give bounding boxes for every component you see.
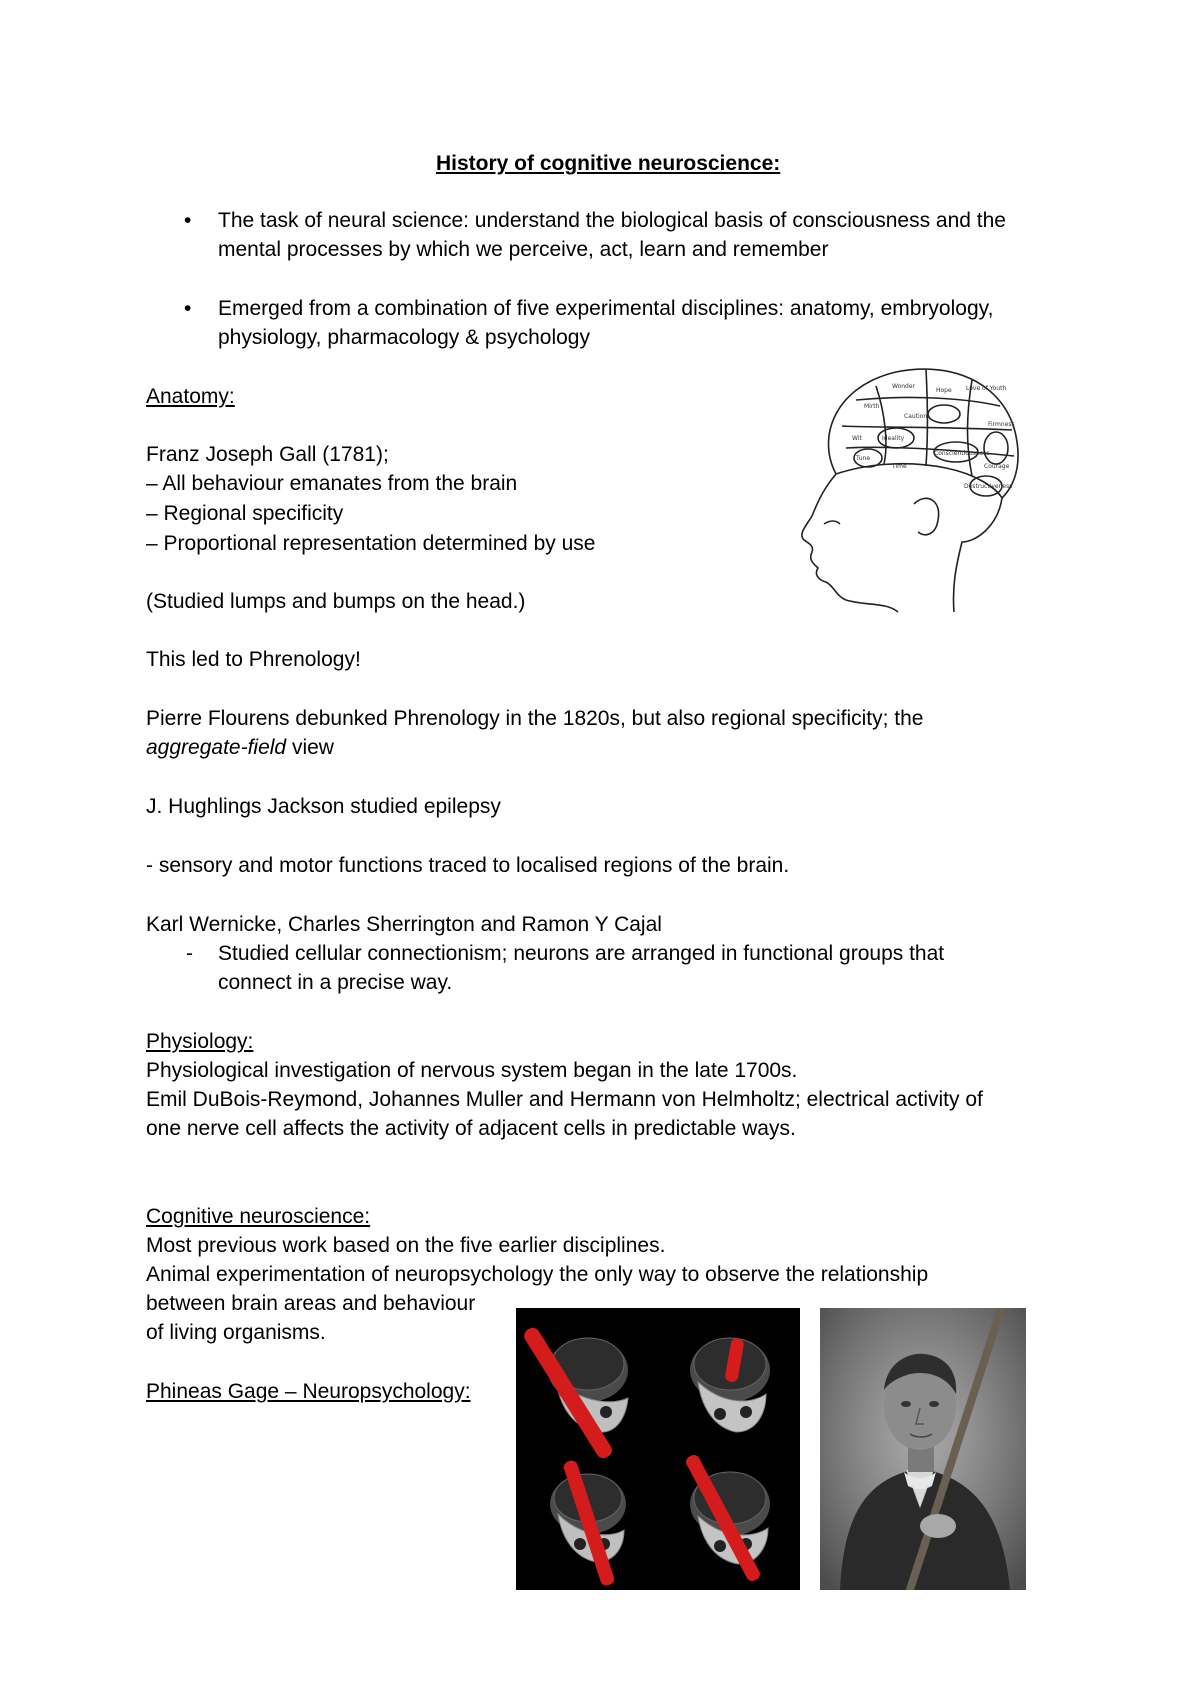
sensory-line: - sensory and motor functions traced to localised regions of the brain. xyxy=(146,854,790,877)
anatomy-heading: Anatomy: xyxy=(146,385,235,408)
phrenology-label: Wonder xyxy=(892,383,916,390)
anatomy-point: – All behaviour emanates from the brain xyxy=(146,472,518,495)
wernicke-line: Karl Wernicke, Charles Sherrington and Ramon Y Cajal xyxy=(146,913,662,936)
cognitive-line-2: Animal experimentation of neuropsychology the only way to observe the relationship xyxy=(146,1263,929,1286)
cognitive-line-3: between brain areas and behaviour xyxy=(146,1292,476,1315)
phrenology-line: This led to Phrenology! xyxy=(146,648,361,671)
bullet-1-line-2: mental processes by which we perceive, act, learn and remember xyxy=(218,238,829,261)
phrenology-head-illustration xyxy=(776,356,1034,618)
bullet-dot: • xyxy=(184,209,192,232)
bullet-2-line-2: physiology, pharmacology & psychology xyxy=(218,326,590,349)
phrenology-label: Firmness xyxy=(988,421,1015,428)
anatomy-point: – Proportional representation determined by use xyxy=(146,532,596,555)
bullet-2-line-1: Emerged from a combination of five experimental disciplines: anatomy, embryology, xyxy=(218,297,994,320)
page-title: History of cognitive neuroscience: xyxy=(436,152,781,175)
connectionism-line-2: connect in a precise way. xyxy=(218,971,453,994)
cognitive-heading: Cognitive neuroscience: xyxy=(146,1205,371,1228)
phrenology-label: Love of Youth xyxy=(966,385,1007,392)
phrenology-label: Ideality xyxy=(882,435,905,442)
studied-line: (Studied lumps and bumps on the head.) xyxy=(146,590,526,613)
phrenology-label: Hope xyxy=(936,387,952,394)
gall-line: Franz Joseph Gall (1781); xyxy=(146,443,389,466)
phrenology-label: Conscientiousness xyxy=(934,450,990,457)
gage-heading: Phineas Gage – Neuropsychology: xyxy=(146,1380,471,1403)
phrenology-label: Courage xyxy=(984,463,1010,470)
bullet-1-line-1: The task of neural science: understand the biological basis of consciousness and the xyxy=(218,209,1006,232)
phrenology-label: Destructiveness xyxy=(964,483,1013,490)
flourens-line-2 xyxy=(146,733,334,762)
physiology-line-3: one nerve cell affects the activity of adjacent cells in predictable ways. xyxy=(146,1117,796,1140)
flourens-line-1: Pierre Flourens debunked Phrenology in the 1820s, but also regional specificity; the xyxy=(146,707,924,730)
cognitive-line-1: Most previous work based on the five earlier disciplines. xyxy=(146,1234,666,1257)
flourens-view: view xyxy=(286,736,334,759)
aggregate-field-term: aggregate-field xyxy=(146,736,287,759)
phrenology-label: Mirth xyxy=(864,403,880,410)
bullet-dot: • xyxy=(184,297,192,320)
skull-reconstruction-image xyxy=(516,1308,800,1590)
phrenology-label: Tune xyxy=(856,455,871,462)
phineas-gage-portrait xyxy=(820,1308,1026,1590)
physiology-line-2: Emil DuBois-Reymond, Johannes Muller and Hermann von Helmholtz; electrical activity of xyxy=(146,1088,983,1111)
jackson-line: J. Hughlings Jackson studied epilepsy xyxy=(146,795,501,818)
physiology-line-1: Physiological investigation of nervous system began in the late 1700s. xyxy=(146,1059,798,1082)
anatomy-point: – Regional specificity xyxy=(146,502,344,525)
physiology-heading: Physiology: xyxy=(146,1030,254,1053)
connectionism-line-1: Studied cellular connectionism; neurons are arranged in functional groups that xyxy=(218,942,945,965)
phrenology-label: Time xyxy=(892,463,907,470)
dash: - xyxy=(186,942,193,965)
cognitive-line-4: of living organisms. xyxy=(146,1321,326,1344)
phrenology-label: Wit xyxy=(852,435,862,442)
phrenology-label: Caution xyxy=(904,413,928,420)
